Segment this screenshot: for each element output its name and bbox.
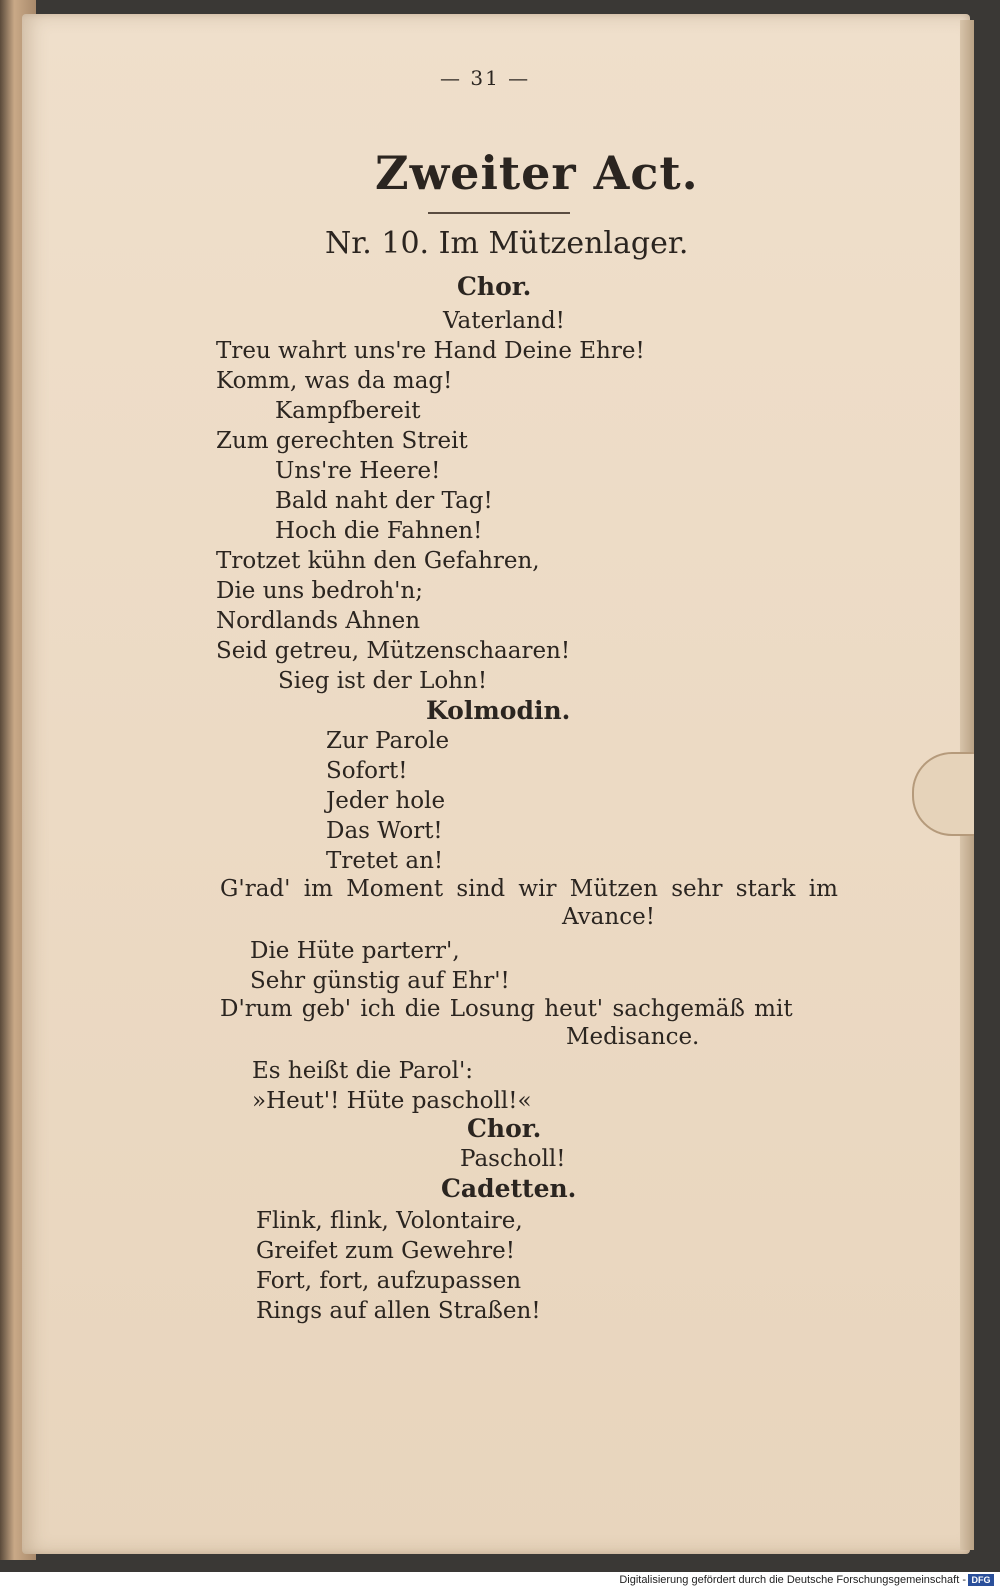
verse-line: Rings auf allen Straßen! bbox=[256, 1298, 541, 1324]
verse-line: Kampfbereit bbox=[275, 398, 421, 424]
number-title: Nr. 10. Im Mützenlager. bbox=[325, 226, 689, 261]
verse-line: Flink, flink, Volontaire, bbox=[256, 1208, 523, 1234]
verse-line: Die Hüte parterr', bbox=[250, 938, 460, 964]
verse-line: Es heißt die Parol': bbox=[252, 1058, 474, 1084]
verse-line: Das Wort! bbox=[326, 818, 443, 844]
verse-line: G'rad' im Moment sind wir Mützen sehr stark im bbox=[220, 876, 838, 902]
verse-line: Trotzet kühn den Gefahren, bbox=[216, 548, 540, 574]
verse-line-continuation: Avance! bbox=[562, 904, 655, 930]
verse-line: Tretet an! bbox=[326, 848, 444, 874]
verse-line: Uns're Heere! bbox=[275, 458, 441, 484]
verse-line: Seid getreu, Mützenschaaren! bbox=[216, 638, 571, 664]
verse-line-continuation: Medisance. bbox=[566, 1024, 700, 1050]
verse-line: Zur Parole bbox=[326, 728, 450, 754]
dfg-logo-icon: DFG bbox=[968, 1574, 994, 1586]
verse-line: Pascholl! bbox=[460, 1146, 566, 1172]
verse-line: Greifet zum Gewehre! bbox=[256, 1238, 516, 1264]
title-rule bbox=[428, 212, 570, 214]
footer-credit: Digitalisierung gefördert durch die Deutsche Forschungsgemeinschaft - bbox=[619, 1574, 966, 1586]
verse-line: Sofort! bbox=[326, 758, 408, 784]
verse-line: Die uns bedroh'n; bbox=[216, 578, 424, 604]
act-title: Zweiter Act. bbox=[375, 146, 699, 200]
verse-line: Vaterland! bbox=[443, 308, 565, 334]
verse-line: Jeder hole bbox=[326, 788, 446, 814]
verse-line: D'rum geb' ich die Losung heut' sachgemäß mit bbox=[220, 996, 793, 1022]
page-number: — 31 — bbox=[440, 66, 531, 90]
verse-line: Zum gerechten Streit bbox=[216, 428, 468, 454]
speaker-chor: Chor. bbox=[467, 1114, 542, 1143]
speaker-chor: Chor. bbox=[457, 272, 532, 301]
verse-line: Sieg ist der Lohn! bbox=[278, 668, 488, 694]
verse-line: Hoch die Fahnen! bbox=[275, 518, 483, 544]
speaker-cadetten: Cadetten. bbox=[441, 1174, 577, 1203]
speaker-kolmodin: Kolmodin. bbox=[426, 696, 571, 725]
verse-line: Fort, fort, aufzupassen bbox=[256, 1268, 522, 1294]
verse-line: Nordlands Ahnen bbox=[216, 608, 421, 634]
verse-line: »Heut'! Hüte pascholl!« bbox=[252, 1088, 532, 1114]
verse-line: Bald naht der Tag! bbox=[275, 488, 493, 514]
verse-line: Sehr günstig auf Ehr'! bbox=[250, 968, 510, 994]
verse-line: Komm, was da mag! bbox=[216, 368, 453, 394]
verse-line: Treu wahrt uns're Hand Deine Ehre! bbox=[216, 338, 645, 364]
